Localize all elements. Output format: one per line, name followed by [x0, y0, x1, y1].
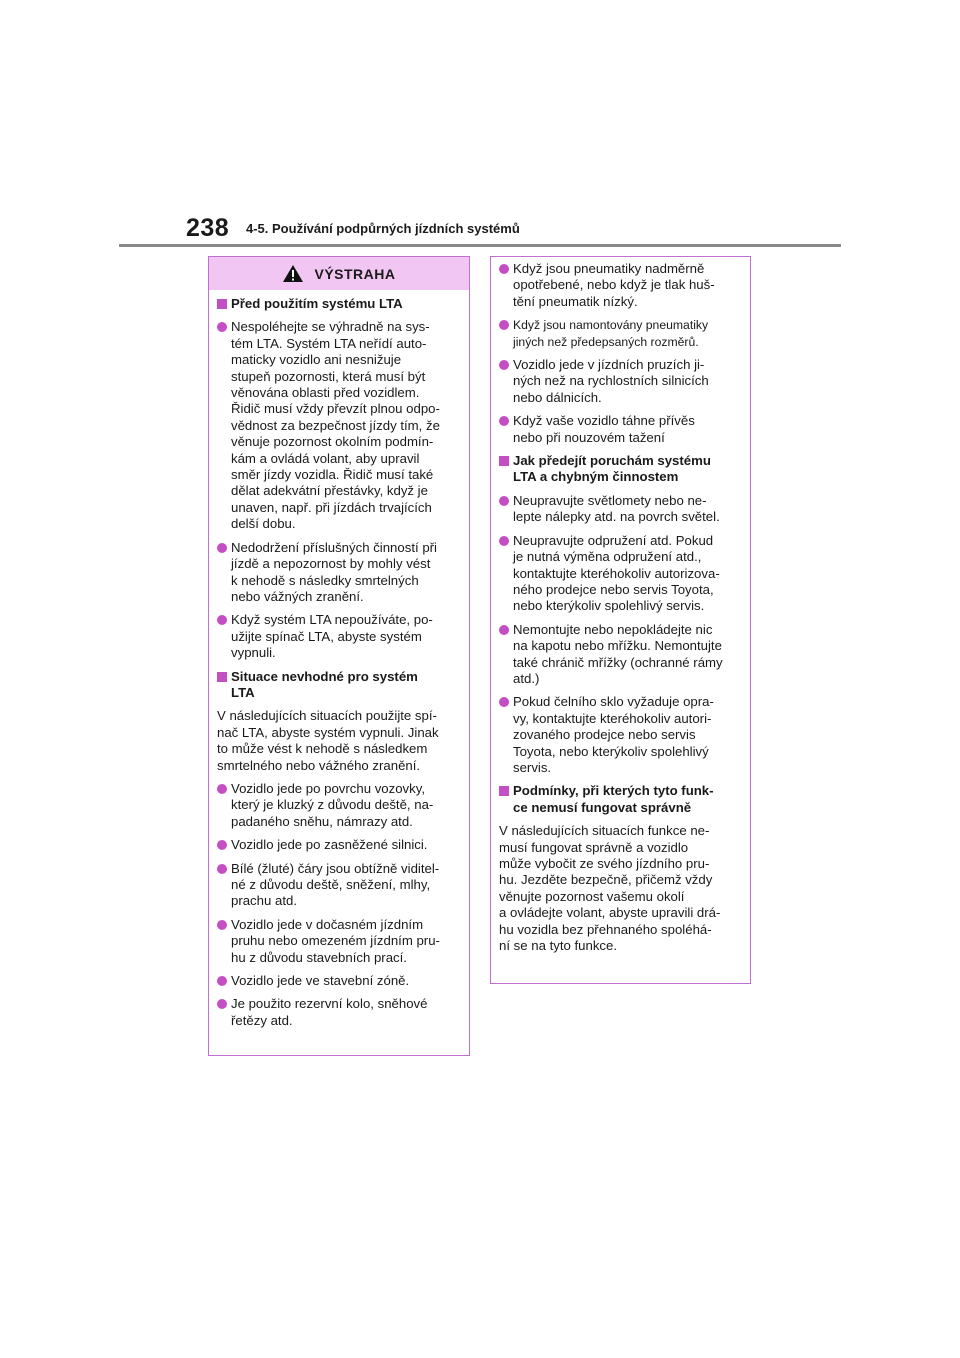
warning-box-left	[208, 256, 470, 1056]
left-column-content	[209, 290, 469, 1029]
bullet-item	[499, 622, 742, 688]
warning-triangle-icon	[282, 264, 304, 283]
item-text: Neupravujte odpružení atd. Pokud je nutná výměna odpružení atd., kontaktujte kteréhokoliv autorizova- ného prodejce nebo servis Toyota, nebo kterýkoliv spolehlivý servis.	[513, 532, 720, 614]
square-bullet-icon	[499, 786, 509, 796]
item-text: Vozidlo jede v dočasném jízdním pruhu nebo omezeném jízdním pru- hu z důvodu stavebních prací.	[231, 916, 440, 965]
bullet-item	[217, 781, 461, 830]
bullet-item	[217, 319, 461, 532]
header-rule	[119, 244, 841, 247]
item-text: Je použito rezervní kolo, sněhové řetězy atd.	[231, 996, 428, 1028]
section-heading	[499, 783, 742, 816]
paragraph	[499, 823, 742, 954]
section-heading	[217, 296, 461, 312]
round-bullet-icon	[499, 416, 509, 426]
bullet-item	[217, 973, 461, 989]
item-text: Vozidlo jede v jízdních pruzích ji- ných než na rychlostních silnicích nebo dálnicích.	[513, 357, 709, 405]
bullet-item	[499, 413, 742, 446]
round-bullet-icon	[499, 264, 509, 274]
warning-header	[209, 257, 469, 290]
item-text: Když vaše vozidlo táhne přívěs nebo při nouzovém tažení	[513, 413, 695, 445]
bullet-item	[499, 533, 742, 615]
warning-box-right	[490, 256, 751, 984]
section-title: 4-5. Používání podpůrných jízdních systémů	[246, 221, 520, 236]
round-bullet-icon	[499, 360, 509, 370]
round-bullet-icon	[217, 615, 227, 625]
bullet-item	[499, 694, 742, 776]
item-text: Když jsou namontovány pneumatiky jiných než předepsaných rozměrů.	[513, 318, 709, 349]
item-text: Před použitím systému LTA	[231, 296, 403, 311]
section-heading	[499, 453, 742, 486]
round-bullet-icon	[217, 976, 227, 986]
bullet-item	[217, 837, 461, 853]
round-bullet-icon	[217, 864, 227, 874]
item-text: Vozidlo jede po povrchu vozovky, který je kluzký z důvodu deště, na- padaného sněhu, námrazy atd.	[231, 780, 434, 829]
round-bullet-icon	[217, 784, 227, 794]
bullet-item	[217, 861, 461, 910]
bullet-item	[217, 540, 461, 606]
item-text: Nemontujte nebo nepokládejte nic na kapotu nebo mřížku. Nemontujte také chránič mřížky (ochranné rámy atd.)	[513, 621, 723, 686]
item-text: Když jsou pneumatiky nadměrně opotřebené, nebo když je tlak huš- tění pneumatik nízký.	[513, 261, 715, 309]
square-bullet-icon	[499, 456, 509, 466]
item-text: Vozidlo jede ve stavební zóně.	[231, 973, 410, 989]
item-text: Nedodržení příslušných činností při jízdě a nepozornost by mohly vést k nehodě s následky smrtelných nebo vážných zranění.	[231, 539, 437, 604]
bullet-item	[217, 996, 461, 1029]
page-number: 238	[186, 214, 230, 242]
section-heading	[217, 669, 461, 702]
round-bullet-icon	[217, 920, 227, 930]
bullet-item	[499, 317, 742, 350]
bullet-item	[499, 493, 742, 526]
round-bullet-icon	[217, 840, 227, 850]
item-text: Situace nevhodné pro systém LTA	[231, 668, 418, 700]
square-bullet-icon	[217, 299, 227, 309]
bullet-item	[499, 357, 742, 406]
item-text: Jak předejít poruchám systému LTA a chybným činnostem	[513, 453, 711, 485]
item-text: Nespoléhejte se výhradně na sys- tém LTA. Systém LTA neřídí auto- maticky vozidlo ani nesnižuje stupeň pozornosti, která musí být věnována oblasti před vozidlem. Řidič musí vždy převzít plnou odpo- vědnost za bezpečnost jízdy tím, že věnuje pozornost okolním podmín- kám a ovládá volant, aby upravil směr jízdy vozidla. Řidič musí také dělat adekvátní přestávky, když je unaven, např. při jízdách trvajících delší dobu.	[231, 319, 440, 532]
item-text: Když systém LTA nepoužíváte, po- užijte spínač LTA, abyste systém vypnuli.	[231, 612, 433, 661]
round-bullet-icon	[217, 543, 227, 553]
item-text: V následujících situacích použijte spí- nač LTA, abyste systém vypnuli. Jinak to může vést k nehodě s následkem smrtelného nebo vážného zranění.	[217, 708, 439, 773]
bullet-item	[217, 917, 461, 966]
round-bullet-icon	[499, 697, 509, 707]
item-text: Bílé (žluté) čáry jsou obtížně viditel- né z důvodu deště, sněžení, mlhy, prachu atd.	[231, 860, 440, 909]
item-text: Pokud čelního sklo vyžaduje opra- vy, kontaktujte kteréhokoliv autori- zovaného prodejce nebo servis Toyota, nebo kterýkoliv spolehlivý servis.	[513, 694, 714, 775]
bullet-item	[217, 612, 461, 661]
bullet-item	[499, 261, 742, 310]
round-bullet-icon	[499, 320, 509, 330]
round-bullet-icon	[499, 496, 509, 506]
warning-title: VÝSTRAHA	[314, 265, 396, 282]
item-text: Podmínky, při kterých tyto funk- ce nemusí fungovat správně	[513, 783, 714, 815]
round-bullet-icon	[217, 999, 227, 1009]
square-bullet-icon	[217, 672, 227, 682]
round-bullet-icon	[217, 322, 227, 332]
right-column-content	[491, 257, 750, 954]
item-text: Neupravujte světlomety nebo ne- lepte nálepky atd. na povrch světel.	[513, 492, 720, 525]
round-bullet-icon	[499, 536, 509, 546]
item-text: Vozidlo jede po zasněžené silnici.	[231, 837, 428, 853]
round-bullet-icon	[499, 625, 509, 635]
paragraph	[217, 708, 461, 774]
item-text: V následujících situacích funkce ne- musí fungovat správně a vozidlo může vybočit ze svého jízdního pru- hu. Jezděte bezpečně, přičemž vždy věnujte pozornost vašemu okolí a ovládejte volant, abyste upravili drá- hu vozidla bez přehnaného spoléhá- ní se na tyto funkce.	[499, 823, 721, 954]
